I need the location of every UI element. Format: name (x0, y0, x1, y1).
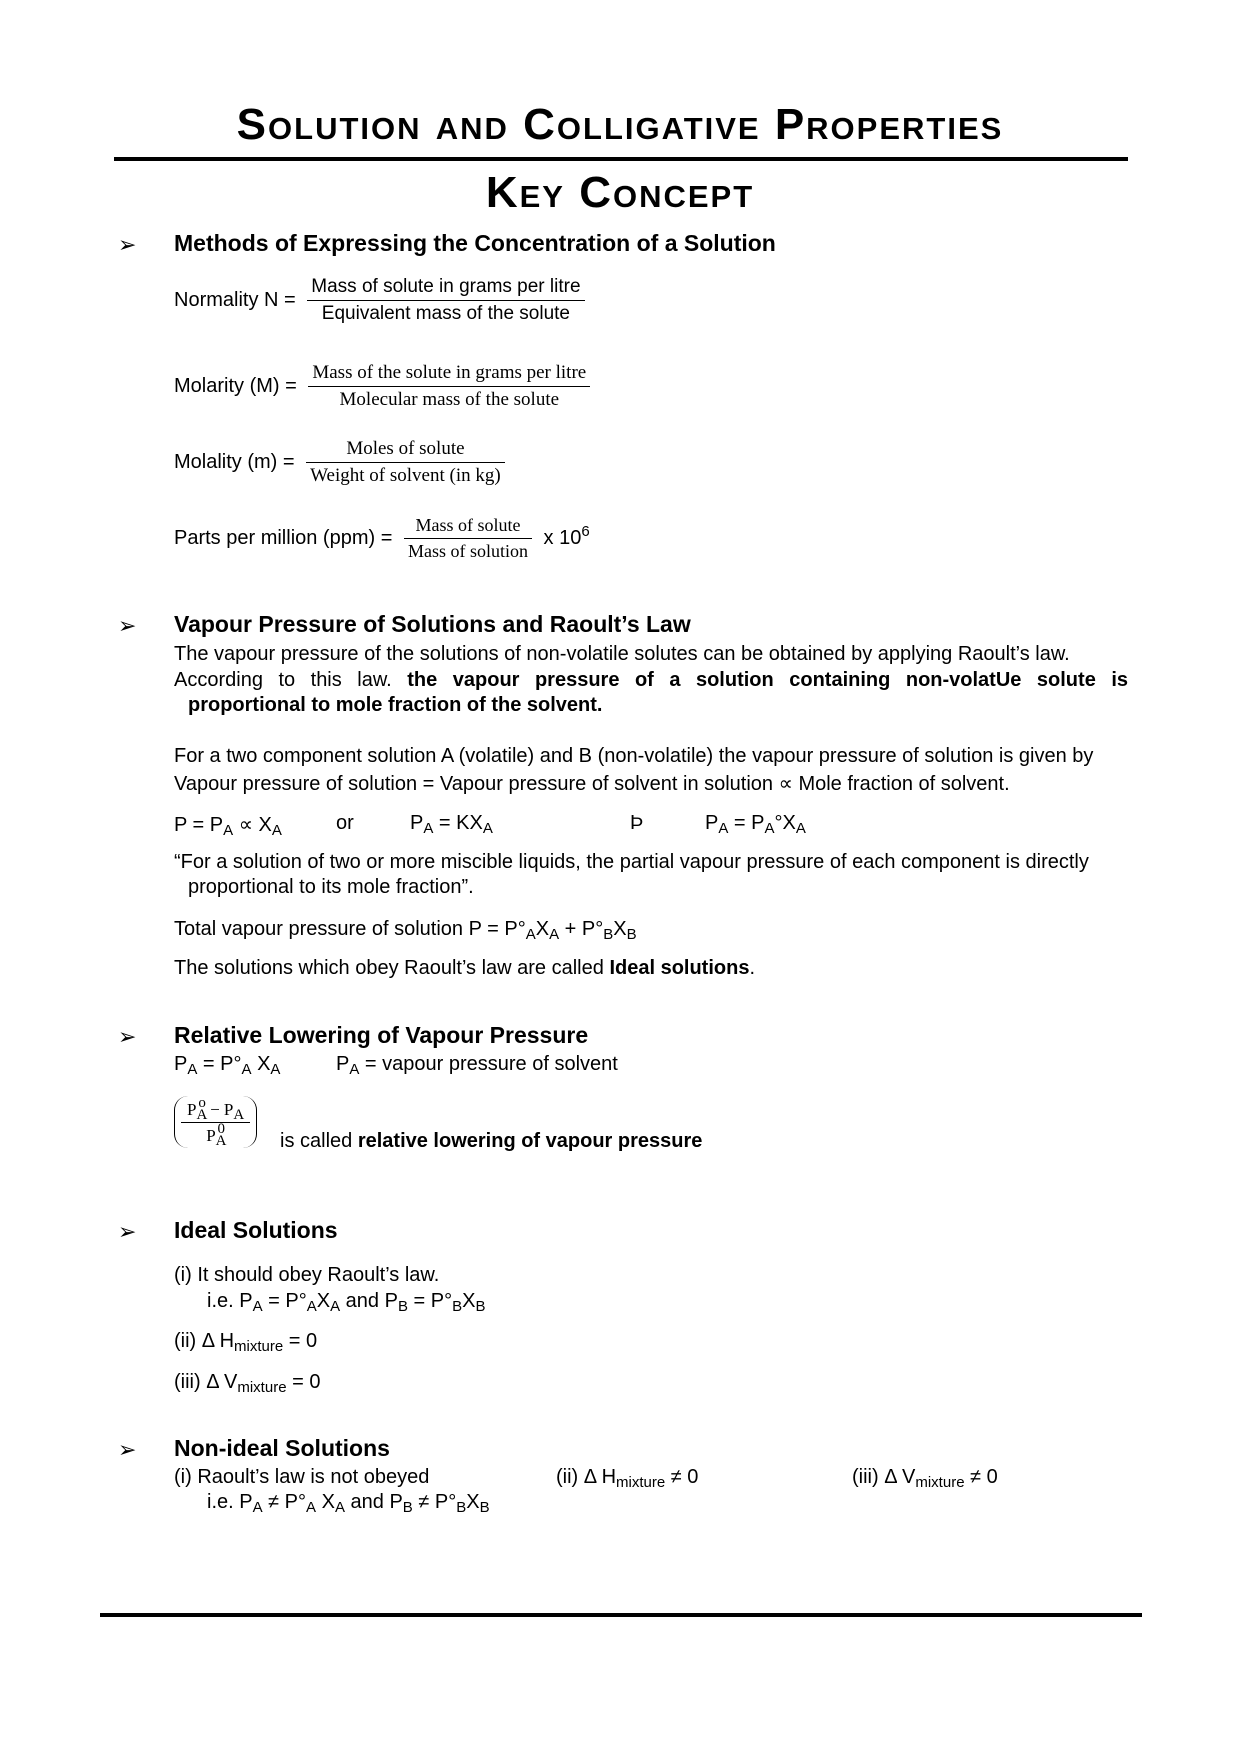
non-ideal-condition-i: (i) Raoult’s law is not obeyed (174, 1466, 430, 1488)
section-heading-raoult: Vapour Pressure of Solutions and Raoult’s Law (174, 611, 691, 637)
molality-denominator: Weight of solvent (in kg) (310, 465, 501, 486)
ppm-numerator: Mass of solute (404, 515, 532, 539)
raoult-paragraph-line1: The vapour pressure of the solutions of non-volatile solutes can be obtained by applying Raoult’s law. (174, 643, 1070, 665)
two-component-line1: For a two component solution A (volatile) and B (non-volatile) the vapour pressure of solution is given by (174, 745, 1094, 767)
raoult-equation-3: $P_A = P_A^\circ X_A$ (705, 812, 806, 837)
molarity-formula (174, 362, 590, 411)
ppm-multiplier: x 10 (543, 527, 582, 549)
normality-denominator: Equivalent mass of the solute (321, 303, 570, 324)
vapour-pressure-equation: $P_A = P^\circ_A$ $X_A$ (174, 1053, 281, 1078)
section-heading-relative-lowering: Relative Lowering of Vapour Pressure (174, 1022, 589, 1048)
ppm-formula (174, 515, 590, 562)
molarity-label: Molarity (M) = (174, 375, 297, 397)
page-title: Solution and Colligative Properties (236, 100, 1004, 149)
raoult-paragraph-pre: According to this law. (174, 669, 392, 691)
ideal-solutions-sentence: The solutions which obey Raoult’s law are called Ideal solutions. (174, 957, 756, 979)
normality-numerator: Mass of solute in grams per litre (307, 276, 584, 301)
molarity-numerator: Mass of the solute in grams per litre (308, 362, 590, 387)
therefore-symbol: Þ (630, 812, 644, 834)
section-heading-ideal-solutions: Ideal Solutions (174, 1217, 338, 1243)
raoult-quote-line2: proportional to its mole fraction”. (188, 876, 474, 898)
ppm-label: Parts per million (ppm) = (174, 527, 393, 549)
footer-rule (100, 1613, 1142, 1617)
bullet-arrow-icon: ➢ (118, 613, 137, 638)
vapour-pressure-definition: $P_A$ = vapour pressure of solvent (336, 1053, 618, 1078)
raoult-paragraph-line3: proportional to mole fraction of the solvent. (188, 694, 603, 716)
non-ideal-condition-i-equation: i.e. $P_A \ne P^\circ_A$ $X_A$ and $P_B \ne P^\circ_BX_B$ (207, 1491, 490, 1516)
bullet-arrow-icon: ➢ (118, 1437, 137, 1462)
bullet-arrow-icon: ➢ (118, 1219, 137, 1244)
molality-formula (174, 438, 505, 487)
non-ideal-condition-ii: (ii) Δ $H_{mixture} \ne 0$ (556, 1466, 699, 1491)
ideal-condition-i: (i) It should obey Raoult’s law. (174, 1264, 440, 1286)
section-heading-non-ideal-solutions: Non-ideal Solutions (174, 1435, 390, 1461)
raoult-equation-1: $P = P_A \propto X_A$ (174, 814, 282, 839)
total-vapour-pressure: Total vapour pressure of solution $P = P^\circ_AX_A + P^\circ_BX_B$ (174, 918, 637, 943)
normality-formula (174, 276, 585, 325)
title-underline (114, 157, 1128, 161)
raoult-quote-line1: “For a solution of two or more miscible liquids, the partial vapour pressure of each component is directly (174, 851, 1089, 873)
relative-lowering-caption: is called relative lowering of vapour pressure (280, 1130, 703, 1152)
ideal-condition-ii: (ii) Δ $H_{mixture} = 0$ (174, 1330, 318, 1355)
molarity-denominator: Molecular mass of the solute (339, 389, 560, 410)
section-heading-concentration: Methods of Expressing the Concentration of a Solution (174, 230, 776, 256)
bullet-arrow-icon: ➢ (118, 232, 137, 257)
relative-lowering-fraction: $\frac{P_A^o - P_A}{P_A^0}$ (174, 1096, 257, 1148)
bullet-arrow-icon: ➢ (118, 1024, 137, 1049)
molality-numerator: Moles of solute (306, 438, 505, 463)
or-text: or (336, 812, 354, 834)
ideal-condition-i-equation: i.e. $P_A = P^\circ_AX_A$ and $P_B = P^\circ_BX_B$ (207, 1290, 486, 1315)
ideal-condition-iii: (iii) Δ $V_{mixture} = 0$ (174, 1371, 321, 1396)
page-subtitle: Key Concept (485, 168, 755, 217)
non-ideal-condition-iii: (iii) Δ $V_{mixture} \ne 0$ (852, 1466, 998, 1491)
raoult-equation-2: $P_A = KX_A$ (410, 812, 493, 837)
two-component-line2: Vapour pressure of solution = Vapour pressure of solvent in solution ∝ Mole fraction of solvent. (174, 773, 1010, 795)
ppm-exponent: 6 (581, 523, 590, 540)
raoult-paragraph-line2 (174, 669, 1128, 692)
raoult-paragraph-bold: the vapour pressure of a solution containing non-volatUe solute is (407, 669, 1128, 691)
molality-label: Molality (m) = (174, 451, 295, 473)
ppm-denominator: Mass of solution (407, 541, 528, 561)
normality-label: Normality N = (174, 289, 296, 311)
